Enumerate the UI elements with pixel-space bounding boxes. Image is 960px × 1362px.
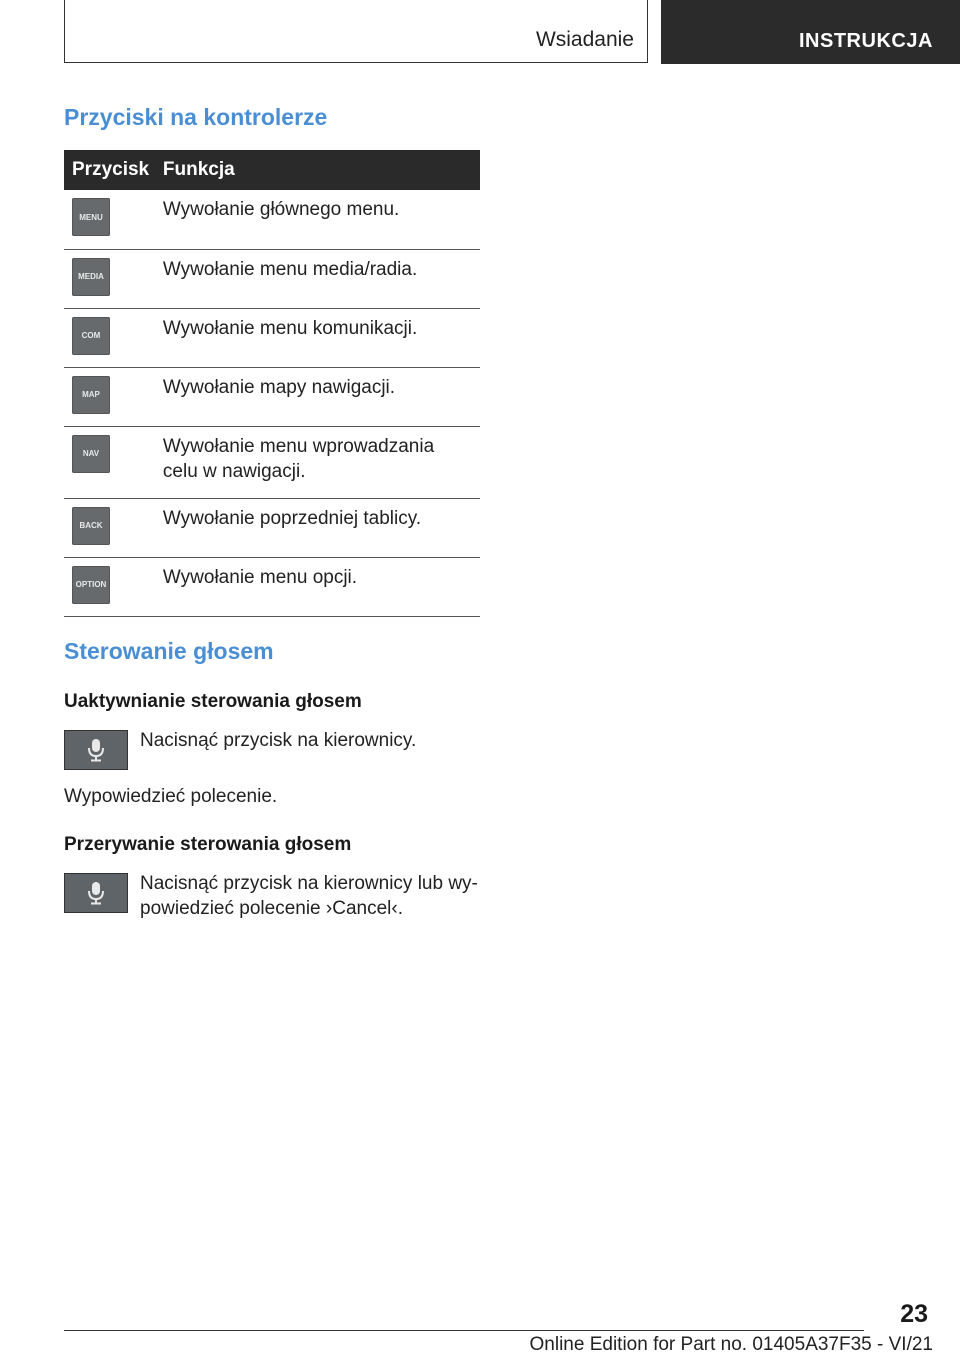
page-number: 23 xyxy=(900,1300,928,1328)
activate-after-text: Wypowiedzieć polecenie. xyxy=(64,786,278,807)
row-function-text: Wywołanie menu media/radia. xyxy=(157,249,480,308)
steering-wheel-voice-button xyxy=(64,730,128,770)
table-row xyxy=(64,367,480,426)
column-header-button: Przycisk xyxy=(64,150,157,190)
row-function-text: Wywołanie menu opcji. xyxy=(157,557,480,616)
table-row xyxy=(64,249,480,308)
com-key-icon: COM xyxy=(72,317,110,355)
nav-key-icon: NAV xyxy=(72,435,110,473)
footer-divider xyxy=(64,1330,864,1331)
row-function-text: Wywołanie mapy nawigacji. xyxy=(157,367,480,426)
section-title-buttons: Przyciski na kontrolerze xyxy=(64,104,328,130)
table-header-row xyxy=(64,150,480,190)
controller-buttons-table xyxy=(64,150,480,617)
row-function-text: Wywołanie menu wprowadzania celu w nawigacji. xyxy=(157,426,480,498)
table-row xyxy=(64,498,480,557)
menu-key-icon: MENU xyxy=(72,198,110,236)
steering-wheel-voice-button xyxy=(64,873,128,913)
header-tab: INSTRUKCJA xyxy=(661,0,960,64)
row-function-text: Wywołanie poprzedniej tablicy. xyxy=(157,498,480,557)
media-key-icon: MEDIA xyxy=(72,258,110,296)
microphone-icon xyxy=(86,881,106,905)
table-row xyxy=(64,557,480,616)
column-header-function: Funkcja xyxy=(157,150,480,190)
microphone-icon xyxy=(86,738,106,762)
activate-step-text: Nacisnąć przycisk na kierownicy. xyxy=(140,730,417,751)
back-key-icon: BACK xyxy=(72,507,110,545)
table-row xyxy=(64,426,480,498)
header-section-title: Wsiadanie xyxy=(535,28,634,51)
section-title-voice-control: Sterowanie głosem xyxy=(64,638,274,664)
row-function-text: Wywołanie menu komunikacji. xyxy=(157,308,480,367)
table-row xyxy=(64,190,480,249)
row-function-text: Wywołanie głównego menu. xyxy=(157,190,480,249)
heading-activate-voice: Uaktywnianie sterowania głosem xyxy=(64,691,362,712)
table-row xyxy=(64,308,480,367)
interrupt-step-line2: powiedzieć polecenie ›Cancel‹. xyxy=(140,898,403,919)
interrupt-step-line1: Nacisnąć przycisk na kierownicy lub wy- xyxy=(140,873,478,894)
heading-interrupt-voice: Przerywanie sterowania głosem xyxy=(64,834,352,855)
option-key-icon: OPTION xyxy=(72,566,110,604)
footer-edition: Online Edition for Part no. 01405A37F35 - VI/21 xyxy=(529,1334,933,1355)
map-key-icon: MAP xyxy=(72,376,110,414)
